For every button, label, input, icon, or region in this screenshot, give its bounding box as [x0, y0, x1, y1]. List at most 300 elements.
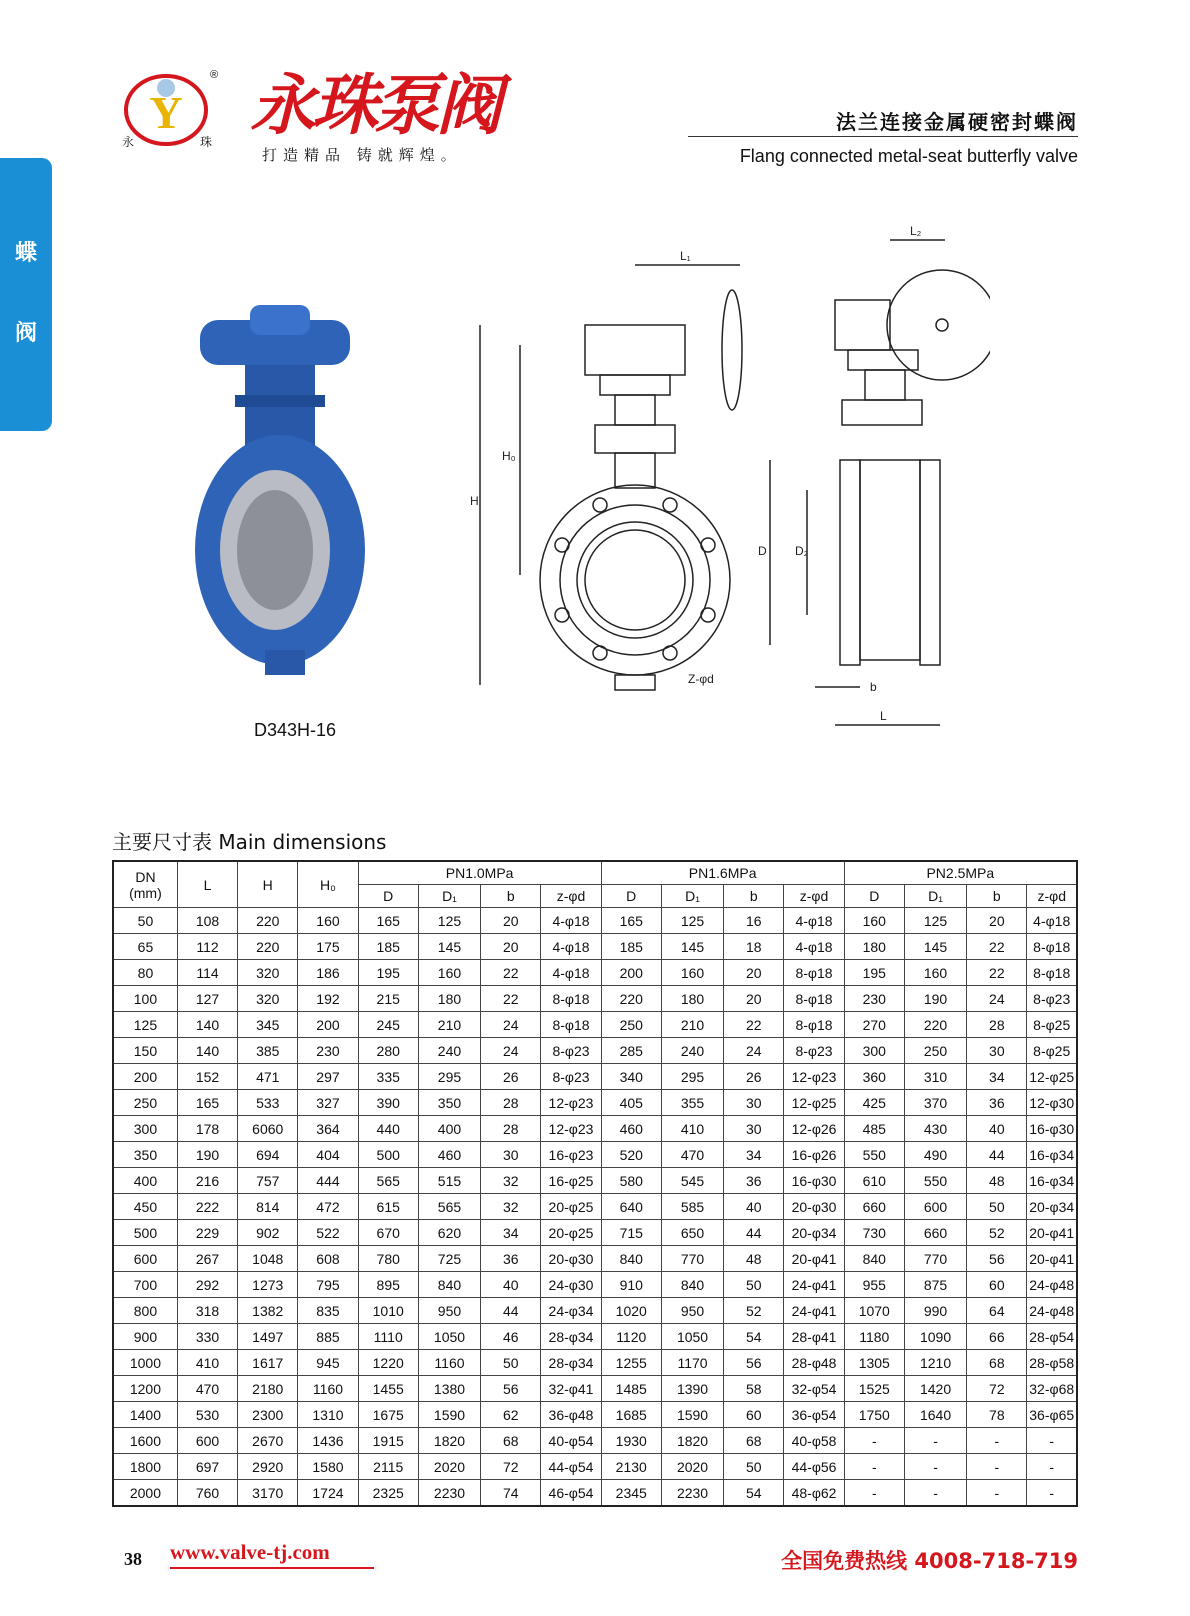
- table-row: [113, 1220, 1077, 1246]
- table-cell: 46-φ54: [541, 1480, 601, 1507]
- table-cell: 34: [481, 1220, 541, 1246]
- table-cell: 16: [724, 908, 784, 934]
- table-row: [113, 1298, 1077, 1324]
- table-cell: 430: [904, 1116, 966, 1142]
- table-row: [113, 1376, 1077, 1402]
- table-cell: 1400: [113, 1402, 177, 1428]
- hotline: 全国免费热线 4008-718-719: [781, 1549, 1078, 1573]
- table-cell: 125: [418, 908, 480, 934]
- table-cell: 522: [298, 1220, 358, 1246]
- table-cell: 1010: [358, 1298, 418, 1324]
- table-cell: 835: [298, 1298, 358, 1324]
- table-row: [113, 1142, 1077, 1168]
- table-cell: 1820: [418, 1428, 480, 1454]
- table-cell: 195: [358, 960, 418, 986]
- table-row: [113, 1480, 1077, 1507]
- table-cell: 320: [238, 986, 298, 1012]
- table-cell: 350: [113, 1142, 177, 1168]
- table-cell: 2345: [601, 1480, 661, 1507]
- table-cell: 1800: [113, 1454, 177, 1480]
- table-cell: 410: [177, 1350, 237, 1376]
- table-cell: 24-φ30: [541, 1272, 601, 1298]
- table-cell: 875: [904, 1272, 966, 1298]
- table-cell: 16-φ23: [541, 1142, 601, 1168]
- table-cell: 460: [601, 1116, 661, 1142]
- table-cell: 24-φ48: [1027, 1272, 1077, 1298]
- table-cell: 127: [177, 986, 237, 1012]
- table-cell: 60: [724, 1402, 784, 1428]
- table-cell: 600: [177, 1428, 237, 1454]
- svg-text:H₀: H₀: [502, 449, 516, 463]
- table-cell: 1455: [358, 1376, 418, 1402]
- table-cell: 36: [967, 1090, 1027, 1116]
- table-cell: 68: [967, 1350, 1027, 1376]
- page-number: 38: [124, 1549, 142, 1569]
- table-cell: 364: [298, 1116, 358, 1142]
- table-cell: 36: [481, 1246, 541, 1272]
- table-cell: 410: [661, 1116, 723, 1142]
- table-cell: 770: [661, 1246, 723, 1272]
- table-cell: 240: [418, 1038, 480, 1064]
- table-row: [113, 1064, 1077, 1090]
- table-cell: 52: [724, 1298, 784, 1324]
- table-cell: 1590: [418, 1402, 480, 1428]
- header-sub-2: b: [724, 885, 784, 908]
- table-cell: 615: [358, 1194, 418, 1220]
- table-cell: 220: [904, 1012, 966, 1038]
- table-cell: 770: [904, 1246, 966, 1272]
- table-cell: 22: [967, 934, 1027, 960]
- table-cell: 400: [418, 1116, 480, 1142]
- table-cell: 44: [481, 1298, 541, 1324]
- table-cell: 20-φ34: [1027, 1194, 1077, 1220]
- url-underline: [170, 1567, 374, 1569]
- table-cell: 355: [661, 1090, 723, 1116]
- header-dn: DN (mm): [113, 861, 177, 908]
- table-cell: -: [1027, 1428, 1077, 1454]
- table-cell: 16-φ34: [1027, 1142, 1077, 1168]
- table-cell: 1600: [113, 1428, 177, 1454]
- table-cell: 485: [844, 1116, 904, 1142]
- table-cell: 1110: [358, 1324, 418, 1350]
- table-cell: 24: [481, 1012, 541, 1038]
- table-cell: 8-φ23: [541, 1064, 601, 1090]
- table-cell: 44: [967, 1142, 1027, 1168]
- header-sub-2: b: [967, 885, 1027, 908]
- table-cell: 215: [358, 986, 418, 1012]
- table-cell: 1000: [113, 1350, 177, 1376]
- table-cell: 220: [238, 934, 298, 960]
- table-cell: 1210: [904, 1350, 966, 1376]
- table-cell: 52: [967, 1220, 1027, 1246]
- side-tab-char: 阀: [14, 321, 37, 346]
- table-cell: 160: [298, 908, 358, 934]
- table-cell: 200: [298, 1012, 358, 1038]
- table-cell: 24: [967, 986, 1027, 1012]
- table-cell: 490: [904, 1142, 966, 1168]
- table-cell: 12-φ25: [1027, 1064, 1077, 1090]
- table-cell: 125: [904, 908, 966, 934]
- table-cell: 318: [177, 1298, 237, 1324]
- side-category-tab: [0, 158, 52, 431]
- table-cell: 2230: [661, 1480, 723, 1507]
- svg-text:Y: Y: [149, 87, 183, 138]
- table-cell: 68: [724, 1428, 784, 1454]
- table-cell: 840: [661, 1272, 723, 1298]
- table-row: [113, 1168, 1077, 1194]
- table-cell: 460: [418, 1142, 480, 1168]
- table-cell: 902: [238, 1220, 298, 1246]
- table-cell: 178: [177, 1116, 237, 1142]
- table-cell: 295: [661, 1064, 723, 1090]
- table-cell: 1750: [844, 1402, 904, 1428]
- table-cell: 545: [661, 1168, 723, 1194]
- dimensions-table: [112, 860, 1078, 1507]
- table-cell: 1273: [238, 1272, 298, 1298]
- table-cell: 190: [177, 1142, 237, 1168]
- table-cell: 2325: [358, 1480, 418, 1507]
- table-cell: 54: [724, 1480, 784, 1507]
- table-cell: 1180: [844, 1324, 904, 1350]
- table-cell: 1170: [661, 1350, 723, 1376]
- table-cell: 20-φ30: [784, 1194, 844, 1220]
- table-cell: 267: [177, 1246, 237, 1272]
- table-cell: 36: [724, 1168, 784, 1194]
- table-cell: 700: [113, 1272, 177, 1298]
- table-cell: 125: [661, 908, 723, 934]
- table-cell: 295: [418, 1064, 480, 1090]
- table-cell: 50: [967, 1194, 1027, 1220]
- table-cell: 28-φ34: [541, 1350, 601, 1376]
- table-cell: 186: [298, 960, 358, 986]
- table-cell: 240: [661, 1038, 723, 1064]
- table-cell: -: [844, 1454, 904, 1480]
- table-cell: 1305: [844, 1350, 904, 1376]
- table-cell: 471: [238, 1064, 298, 1090]
- table-cell: 22: [481, 960, 541, 986]
- product-model: D343H-16: [254, 720, 337, 740]
- dimensions-table-title: 主要尺寸表 Main dimensions: [112, 830, 387, 854]
- table-cell: 150: [113, 1038, 177, 1064]
- table-cell: 48: [967, 1168, 1027, 1194]
- table-cell: 140: [177, 1038, 237, 1064]
- table-cell: 56: [481, 1376, 541, 1402]
- table-cell: 28: [967, 1012, 1027, 1038]
- table-cell: 50: [724, 1454, 784, 1480]
- table-cell: 327: [298, 1090, 358, 1116]
- table-cell: 4-φ18: [784, 934, 844, 960]
- table-cell: 24-φ41: [784, 1298, 844, 1324]
- table-cell: 20-φ41: [784, 1246, 844, 1272]
- table-cell: 900: [113, 1324, 177, 1350]
- table-cell: 8-φ23: [784, 1038, 844, 1064]
- table-cell: 160: [661, 960, 723, 986]
- table-cell: 24: [481, 1038, 541, 1064]
- table-cell: 350: [418, 1090, 480, 1116]
- header-sub-1: D₁: [418, 885, 480, 908]
- table-cell: 36-φ65: [1027, 1402, 1077, 1428]
- table-cell: 2020: [418, 1454, 480, 1480]
- table-cell: 250: [601, 1012, 661, 1038]
- table-cell: 1640: [904, 1402, 966, 1428]
- table-cell: 1020: [601, 1298, 661, 1324]
- table-cell: 145: [418, 934, 480, 960]
- table-cell: 140: [177, 1012, 237, 1038]
- table-cell: 78: [967, 1402, 1027, 1428]
- table-cell: 145: [661, 934, 723, 960]
- table-cell: 165: [358, 908, 418, 934]
- table-cell: 230: [844, 986, 904, 1012]
- header-pn16: PN1.6MPa: [601, 861, 844, 885]
- table-cell: 370: [904, 1090, 966, 1116]
- table-cell: 20: [481, 934, 541, 960]
- table-cell: 2020: [661, 1454, 723, 1480]
- svg-text:永: 永: [122, 135, 135, 149]
- svg-text:Z-φd: Z-φd: [688, 672, 714, 686]
- table-cell: 600: [113, 1246, 177, 1272]
- table-cell: 1915: [358, 1428, 418, 1454]
- table-cell: 1390: [661, 1376, 723, 1402]
- table-cell: 1617: [238, 1350, 298, 1376]
- table-cell: 1380: [418, 1376, 480, 1402]
- table-row: [113, 1090, 1077, 1116]
- table-cell: 32-φ41: [541, 1376, 601, 1402]
- table-cell: 8-φ18: [784, 986, 844, 1012]
- table-cell: 180: [418, 986, 480, 1012]
- table-cell: 12-φ23: [541, 1116, 601, 1142]
- table-cell: 1255: [601, 1350, 661, 1376]
- table-cell: 36-φ48: [541, 1402, 601, 1428]
- table-cell: 222: [177, 1194, 237, 1220]
- table-cell: 670: [358, 1220, 418, 1246]
- table-cell: 40: [724, 1194, 784, 1220]
- table-cell: 500: [358, 1142, 418, 1168]
- table-cell: 24-φ48: [1027, 1298, 1077, 1324]
- table-cell: 320: [238, 960, 298, 986]
- table-cell: 16-φ25: [541, 1168, 601, 1194]
- table-cell: 390: [358, 1090, 418, 1116]
- table-cell: 300: [113, 1116, 177, 1142]
- header-sub-3: z-φd: [1027, 885, 1077, 908]
- header-l: L: [177, 861, 237, 908]
- table-cell: 725: [418, 1246, 480, 1272]
- table-cell: 8-φ18: [1027, 934, 1077, 960]
- table-cell: 20-φ25: [541, 1220, 601, 1246]
- table-cell: 20: [967, 908, 1027, 934]
- table-cell: 3170: [238, 1480, 298, 1507]
- table-cell: 470: [177, 1376, 237, 1402]
- table-cell: 74: [481, 1480, 541, 1507]
- table-cell: 530: [177, 1402, 237, 1428]
- table-cell: 56: [724, 1350, 784, 1376]
- table-cell: 50: [724, 1272, 784, 1298]
- table-cell: 44-φ54: [541, 1454, 601, 1480]
- table-cell: 2670: [238, 1428, 298, 1454]
- table-cell: 44-φ56: [784, 1454, 844, 1480]
- table-cell: 16-φ26: [784, 1142, 844, 1168]
- table-cell: 22: [724, 1012, 784, 1038]
- table-cell: 1436: [298, 1428, 358, 1454]
- table-cell: 585: [661, 1194, 723, 1220]
- table-cell: 28-φ34: [541, 1324, 601, 1350]
- table-cell: 2230: [418, 1480, 480, 1507]
- table-cell: 68: [481, 1428, 541, 1454]
- table-cell: 565: [358, 1168, 418, 1194]
- header-h0: H₀: [298, 861, 358, 908]
- table-cell: 620: [418, 1220, 480, 1246]
- table-row: [113, 1012, 1077, 1038]
- table-row: [113, 1402, 1077, 1428]
- table-cell: 470: [661, 1142, 723, 1168]
- table-cell: 152: [177, 1064, 237, 1090]
- table-cell: 270: [844, 1012, 904, 1038]
- table-cell: 30: [481, 1142, 541, 1168]
- table-cell: 2115: [358, 1454, 418, 1480]
- table-cell: 533: [238, 1090, 298, 1116]
- table-cell: 22: [967, 960, 1027, 986]
- table-cell: 285: [601, 1038, 661, 1064]
- table-cell: 114: [177, 960, 237, 986]
- table-cell: 550: [904, 1168, 966, 1194]
- table-cell: 26: [724, 1064, 784, 1090]
- table-cell: 16-φ30: [784, 1168, 844, 1194]
- table-cell: 814: [238, 1194, 298, 1220]
- product-title-cn: 法兰连接金属硬密封蝶阀: [836, 110, 1078, 134]
- table-cell: 8-φ23: [541, 1038, 601, 1064]
- table-cell: 310: [904, 1064, 966, 1090]
- table-cell: 950: [661, 1298, 723, 1324]
- table-cell: 26: [481, 1064, 541, 1090]
- table-cell: 840: [844, 1246, 904, 1272]
- table-cell: 955: [844, 1272, 904, 1298]
- table-cell: 250: [113, 1090, 177, 1116]
- table-cell: 1930: [601, 1428, 661, 1454]
- table-cell: -: [967, 1480, 1027, 1507]
- header-sub-3: z-φd: [784, 885, 844, 908]
- svg-text:珠: 珠: [200, 135, 213, 149]
- table-cell: 28-φ41: [784, 1324, 844, 1350]
- table-cell: 730: [844, 1220, 904, 1246]
- header-sub-1: D₁: [904, 885, 966, 908]
- table-cell: 385: [238, 1038, 298, 1064]
- table-row: [113, 908, 1077, 934]
- table-cell: 40-φ54: [541, 1428, 601, 1454]
- table-cell: 520: [601, 1142, 661, 1168]
- table-cell: 50: [481, 1350, 541, 1376]
- table-cell: 200: [601, 960, 661, 986]
- website-link[interactable]: www.valve-tj.com: [170, 1540, 330, 1564]
- header-sub-2: b: [481, 885, 541, 908]
- table-cell: 229: [177, 1220, 237, 1246]
- table-cell: 72: [967, 1376, 1027, 1402]
- table-cell: 28-φ54: [1027, 1324, 1077, 1350]
- table-row: [113, 1428, 1077, 1454]
- table-cell: 20-φ41: [1027, 1220, 1077, 1246]
- table-cell: 1310: [298, 1402, 358, 1428]
- table-cell: 8-φ23: [1027, 986, 1077, 1012]
- table-cell: 1050: [661, 1324, 723, 1350]
- table-cell: 840: [601, 1246, 661, 1272]
- table-cell: 12-φ30: [1027, 1090, 1077, 1116]
- table-cell: 405: [601, 1090, 661, 1116]
- svg-text:H: H: [470, 494, 479, 508]
- table-cell: 8-φ25: [1027, 1038, 1077, 1064]
- table-cell: 895: [358, 1272, 418, 1298]
- table-cell: 112: [177, 934, 237, 960]
- table-cell: -: [967, 1428, 1027, 1454]
- table-row: [113, 960, 1077, 986]
- table-cell: 1525: [844, 1376, 904, 1402]
- table-cell: 360: [844, 1064, 904, 1090]
- table-cell: 640: [601, 1194, 661, 1220]
- table-cell: 46: [481, 1324, 541, 1350]
- table-cell: 20: [724, 986, 784, 1012]
- table-cell: 840: [418, 1272, 480, 1298]
- table-row: [113, 1116, 1077, 1142]
- svg-text:b: b: [870, 680, 877, 694]
- table-row: [113, 1454, 1077, 1480]
- table-cell: 297: [298, 1064, 358, 1090]
- table-cell: 48-φ62: [784, 1480, 844, 1507]
- table-cell: 1580: [298, 1454, 358, 1480]
- header-sub-0: D: [844, 885, 904, 908]
- table-cell: 600: [904, 1194, 966, 1220]
- table-row: [113, 934, 1077, 960]
- table-row: [113, 1194, 1077, 1220]
- table-cell: 50: [113, 908, 177, 934]
- svg-text:D₂: D₂: [795, 544, 809, 558]
- table-cell: 694: [238, 1142, 298, 1168]
- table-cell: 550: [844, 1142, 904, 1168]
- table-cell: 760: [177, 1480, 237, 1507]
- table-cell: 697: [177, 1454, 237, 1480]
- table-cell: 44: [724, 1220, 784, 1246]
- table-cell: 4-φ18: [541, 960, 601, 986]
- table-cell: 2180: [238, 1376, 298, 1402]
- table-cell: 195: [844, 960, 904, 986]
- svg-text:L: L: [880, 709, 887, 723]
- table-cell: 472: [298, 1194, 358, 1220]
- table-cell: 8-φ18: [541, 1012, 601, 1038]
- table-cell: -: [904, 1454, 966, 1480]
- table-cell: 1420: [904, 1376, 966, 1402]
- header-sub-3: z-φd: [541, 885, 601, 908]
- table-cell: 1497: [238, 1324, 298, 1350]
- table-cell: 20: [481, 908, 541, 934]
- table-cell: 185: [358, 934, 418, 960]
- valve-photo: [190, 300, 370, 700]
- table-cell: 12-φ26: [784, 1116, 844, 1142]
- table-cell: 515: [418, 1168, 480, 1194]
- table-cell: 20: [724, 960, 784, 986]
- table-cell: 1050: [418, 1324, 480, 1350]
- table-cell: 795: [298, 1272, 358, 1298]
- table-cell: 40: [967, 1116, 1027, 1142]
- table-cell: 16-φ30: [1027, 1116, 1077, 1142]
- table-cell: 8-φ18: [784, 1012, 844, 1038]
- table-cell: 20-φ41: [1027, 1246, 1077, 1272]
- table-row: [113, 1324, 1077, 1350]
- table-cell: 1590: [661, 1402, 723, 1428]
- table-cell: 1200: [113, 1376, 177, 1402]
- table-cell: 660: [844, 1194, 904, 1220]
- table-cell: 404: [298, 1142, 358, 1168]
- table-cell: 425: [844, 1090, 904, 1116]
- table-cell: 32-φ68: [1027, 1376, 1077, 1402]
- table-cell: 300: [844, 1038, 904, 1064]
- table-cell: 216: [177, 1168, 237, 1194]
- table-cell: 565: [418, 1194, 480, 1220]
